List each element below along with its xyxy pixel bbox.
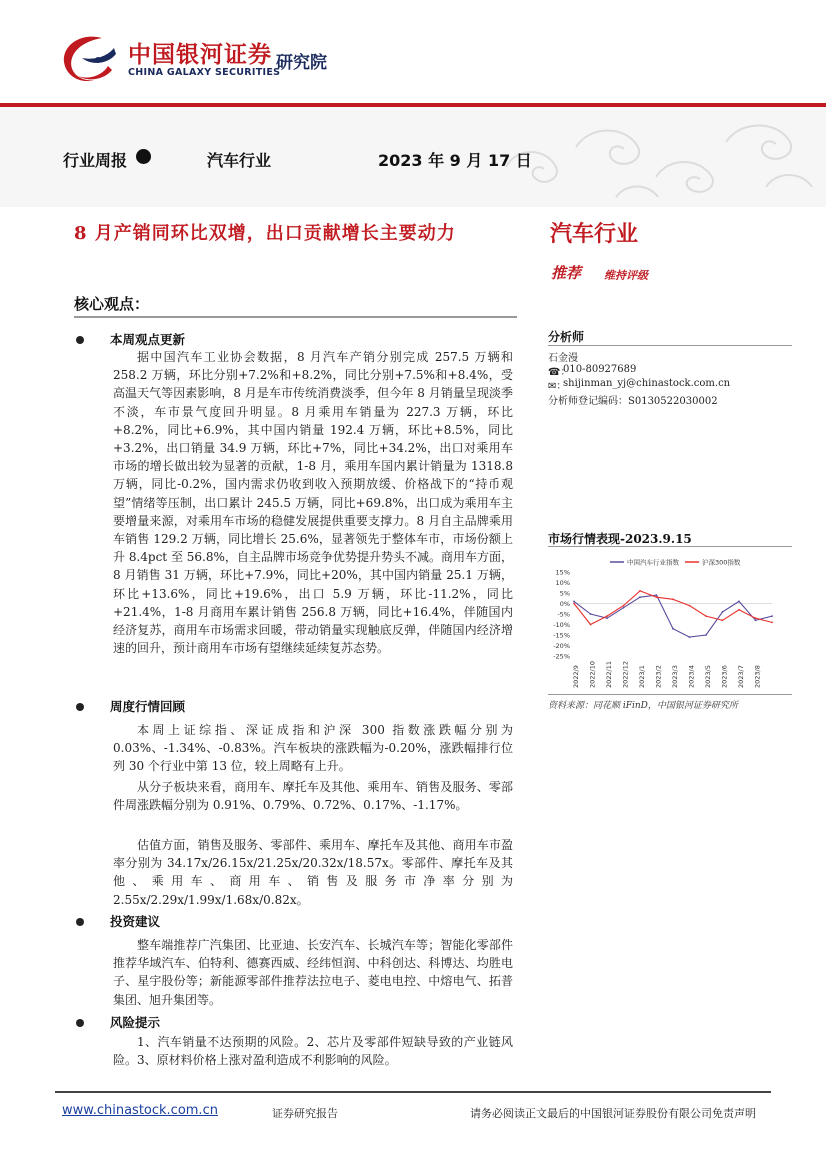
section-title: 本周观点更新	[110, 332, 186, 347]
series-point	[722, 619, 724, 621]
brand-name-en: CHINA GALAXY SECURITIES	[128, 67, 281, 78]
report-type: 行业周报	[63, 151, 128, 170]
series-point	[590, 624, 592, 626]
series-line	[574, 595, 772, 637]
y-tick-label: -20%	[553, 642, 570, 650]
cloud-pattern-decoration	[486, 107, 826, 207]
x-tick-label: 2023/8	[753, 665, 762, 688]
series-point	[738, 601, 740, 603]
analyst-phone: 010-80927689	[563, 364, 637, 375]
analyst-email[interactable]: shijinman_yj@chinastock.com.cn	[563, 378, 731, 389]
x-tick-label: 2023/6	[720, 665, 729, 688]
section-paragraph: 从分子板块来看，商用车、摩托车及其他、乘用车、销售及服务、零部件周涨跌幅分别为 0.91%、0.79%、0.72%、0.17%、-1.17%。	[113, 780, 513, 813]
series-point	[606, 615, 608, 617]
y-tick-label: -25%	[553, 652, 570, 661]
x-tick-label: 2023/2	[654, 665, 663, 688]
y-tick-label: 0%	[559, 600, 570, 608]
section-paragraph: 整车端推荐广汽集团、比亚迪、长安汽车、长城汽车等；智能化零部件推荐华域汽车、伯特利、德赛西威、经纬恒润、中科创达、科博达、均胜电子、星宇股份等；新能源零部件推荐法拉电子、菱电电控、中熔电气、拓普集团、旭升集团等。	[113, 938, 513, 1007]
x-tick-label: 2023/4	[687, 665, 696, 688]
brand-name-cn: 中国银河证券	[128, 42, 272, 68]
series-point	[656, 594, 658, 596]
y-tick-label: -15%	[553, 631, 570, 640]
chart-source: 资料来源：同花顺 iFinD，中国银河证券研究所	[548, 701, 738, 711]
section-paragraph: 估值方面，销售及服务、零部件、乘用车、摩托车及其他、商用车市盈率分别为 34.17x/26.15x/21.25x/20.32x/18.57x。零部件、摩托车及其他、乘用车、商用车、销售及服务市净率分别为 2.55x/2.29x/1.99x/1.68x/0.82x。	[113, 838, 513, 907]
series-point	[738, 609, 740, 611]
section-bullet	[76, 918, 84, 926]
section-title: 投资建议	[110, 914, 161, 929]
y-tick-label: -5%	[557, 610, 570, 619]
institute-name: 研究院	[276, 53, 327, 73]
market-divider	[548, 546, 792, 547]
industry-label: 汽车行业	[207, 151, 272, 170]
series-point	[771, 622, 773, 624]
footer-divider	[55, 1091, 771, 1093]
series-point	[639, 590, 641, 592]
series-point	[705, 634, 707, 636]
analyst-divider	[548, 345, 792, 346]
core-divider	[74, 316, 517, 318]
section-paragraph: 1、汽车销量不达预期的风险。2、芯片及零部件短缺导致的产业链风险。3、原材料价格上涨对盈利造成不利影响的风险。	[113, 1035, 513, 1068]
market-performance-chart	[540, 552, 794, 692]
series-point	[689, 636, 691, 638]
y-tick-label: 5%	[559, 589, 570, 598]
series-point	[606, 617, 608, 619]
x-tick-label: 2022/12	[621, 660, 630, 688]
mail-icon: ✉：	[548, 381, 567, 392]
rating: 推荐	[551, 264, 582, 282]
galaxy-logo	[58, 30, 122, 90]
series-point	[755, 617, 757, 619]
footer-disclaimer: 请务必阅读正文最后的中国银河证券股份有限公司免责声明	[470, 1107, 756, 1120]
x-tick-label: 2023/5	[704, 665, 712, 688]
report-title: 8 月产销同环比双增，出口贡献增长主要动力	[74, 223, 456, 244]
section-bullet	[76, 336, 84, 344]
core-views-title: 核心观点：	[74, 295, 150, 313]
x-tick-label: 2022/9	[572, 665, 580, 688]
section-bullet	[76, 703, 84, 711]
section-paragraph: 本周上证综指、深证成指和沪深 300 指数涨跌幅分别为 0.03%、-1.34%、-0.83%。汽车板块的涨跌幅为-0.20%，涨跌幅排行位列 30 个行业中第 13 位，较上周略有上升。	[113, 723, 513, 774]
series-point	[672, 628, 674, 630]
section-title: 风险提示	[110, 1015, 161, 1030]
phone-icon: ☎：	[548, 367, 571, 378]
x-tick-label: 2022/10	[588, 660, 597, 688]
series-point	[590, 613, 592, 615]
series-point	[639, 596, 641, 598]
analyst-title: 分析师	[548, 330, 585, 344]
series-line	[574, 591, 772, 625]
chart-divider	[548, 694, 792, 695]
x-tick-label: 2022/11	[605, 660, 613, 688]
footer-report-label: 证券研究报告	[272, 1107, 338, 1120]
series-point	[689, 605, 691, 607]
series-point	[573, 603, 575, 605]
legend-label: 沪深300指数	[702, 558, 741, 567]
series-point	[672, 598, 674, 600]
market-performance-title: 市场行情表现-2023.9.15	[548, 532, 692, 546]
side-industry-title: 汽车行业	[550, 222, 639, 247]
legend-label: 中国汽车行业指数	[627, 558, 679, 567]
y-tick-label: -10%	[553, 621, 570, 629]
x-tick-label: 2023/3	[671, 665, 679, 688]
rating-note: 维持评级	[604, 269, 648, 282]
series-point	[771, 615, 773, 617]
series-point	[755, 619, 757, 621]
x-tick-label: 2023/7	[737, 665, 745, 688]
analyst-name: 石金漫	[548, 353, 578, 364]
footer-website-link[interactable]: www.chinastock.com.cn	[62, 1103, 218, 1118]
analyst-registration: 分析师登记编码：S0130522030002	[548, 396, 718, 407]
x-tick-label: 2023/1	[638, 665, 646, 688]
report-date: 2023 年 9 月 17 日	[378, 151, 532, 170]
y-tick-label: 10%	[555, 579, 570, 587]
bullet-dot	[136, 149, 151, 164]
series-point	[656, 596, 658, 598]
section-title: 周度行情回顾	[110, 699, 186, 714]
section-bullet	[76, 1019, 84, 1027]
series-point	[705, 615, 707, 617]
series-point	[623, 607, 625, 609]
section-paragraph: 据中国汽车工业协会数据，8 月汽车产销分别完成 257.5 万辆和 258.2 万辆，环比分别+7.2%和+8.2%，同比分别+7.5%和+8.4%，受高温天气等因素影响，8 月是车市传统消费淡季，但今年 8 月销量呈现淡季不淡，车市景气度回升明显。8 月乘用车销量为 227.3 万辆，环比+8.2%，同比+6.9%，其中国内销量 192.4 万辆，环比+8.5%，同比+3.2%，出口销量 34.9 万辆，环比+7%，同比+34.2%，出口对乘用车市场的增长做出较为显著的贡献，1-8 月，乘用车国内累计销量为 1318.8 万辆，同比-0.2%，国内需求仍收到收入预期放缓、价格战下的“持币观望”情绪等压制，出口累计 245.5 万辆，同比+69.8%，出口成为乘用车主要增量来源，对乘用车市场的稳健发展提供重要支撑力。8 月自主品牌乘用车销售 129.2 万辆，同比增长 25.6%，显著领先于整体车市，市场份额上升 8.4pct 至 56.8%，自主品牌市场竞争优势提升势头不减。商用车方面，8 月销售 31 万辆，环比+7.9%，同比+20%，其中国内销量 25.1 万辆，环比+13.6%，同比+19.6%，出口 5.9 万辆，环比-11.2%，同比+21.4%，1-8 月商用车累计销售 256.8 万辆，同比+16.4%，伴随国内经济复苏，商用车市场需求回暖，带动销量实现触底反弹，伴随国内经济增速的回升，预计商用车市场有望继续延续复苏态势。	[113, 350, 513, 656]
series-point	[722, 611, 724, 613]
series-point	[623, 605, 625, 607]
series-point	[573, 601, 575, 603]
y-tick-label: 15%	[555, 568, 570, 577]
